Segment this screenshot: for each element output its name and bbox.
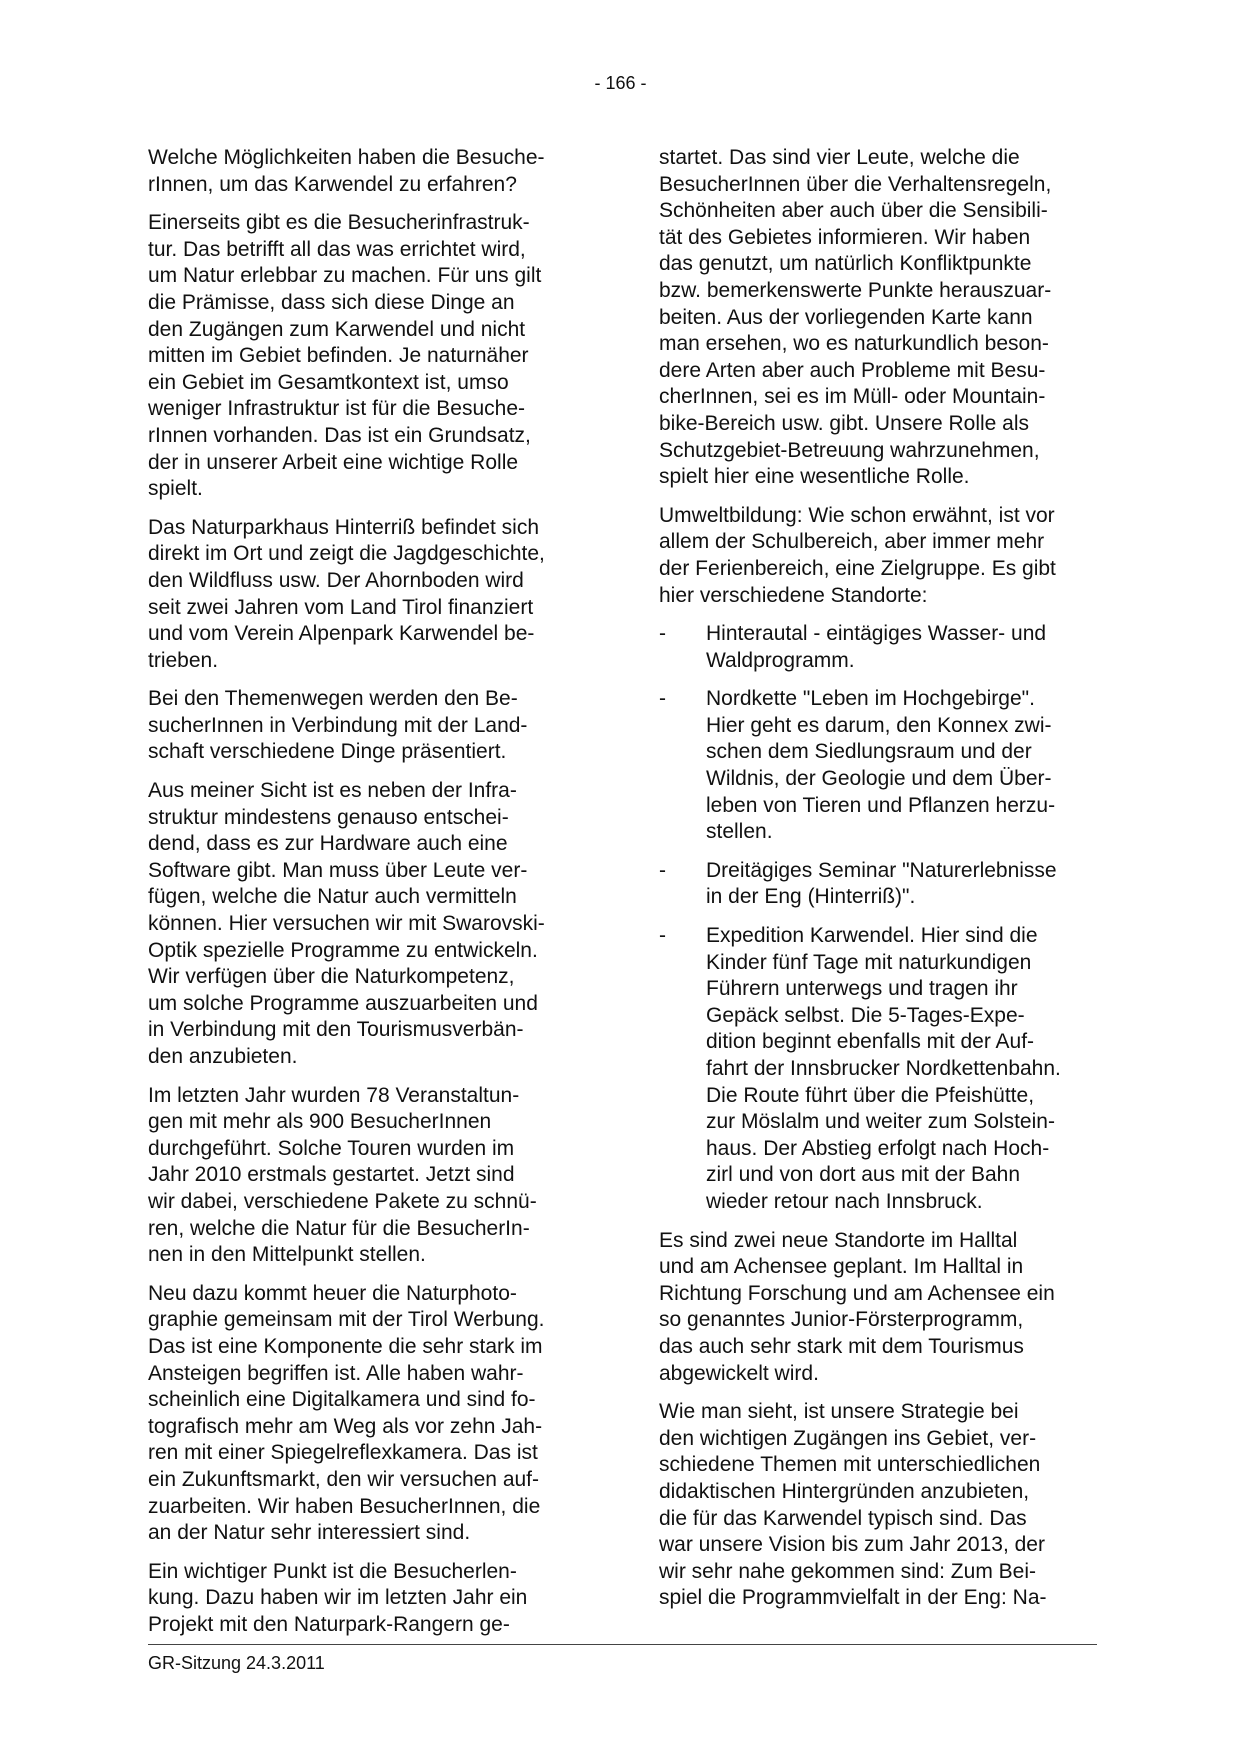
list-item [659, 686, 1099, 846]
text-line: Jahr 2010 erstmals gestartet. Jetzt sind [148, 1163, 515, 1187]
text-line: hier verschiedene Standorte: [659, 583, 928, 607]
paragraph [148, 778, 588, 1071]
text-line: bike-Bereich usw. gibt. Unsere Rolle als [659, 411, 1030, 435]
list-item-text [706, 621, 1099, 674]
list-item-text [706, 923, 1099, 1216]
text-line: Es sind zwei neue Standorte im Halltal [659, 1228, 1018, 1252]
paragraph [148, 210, 588, 503]
paragraph [659, 1228, 1099, 1388]
text-line: struktur mindestens genauso entschei- [148, 805, 509, 829]
text-line: Die Route führt über die Pfeishütte, [706, 1083, 1035, 1107]
text-line: BesucherInnen über die Verhaltensregeln, [659, 172, 1052, 196]
paragraph [148, 1281, 588, 1547]
paragraph [659, 1399, 1099, 1612]
text-line: Richtung Forschung und am Achensee ein [659, 1281, 1055, 1305]
text-line: tografisch mehr am Weg als vor zehn Jah- [148, 1414, 543, 1438]
text-line: Im letzten Jahr wurden 78 Veranstaltun- [148, 1083, 520, 1107]
text-line: beiten. Aus der vorliegenden Karte kann [659, 305, 1033, 329]
text-line: fügen, welche die Natur auch vermitteln [148, 885, 517, 909]
paragraph [659, 503, 1099, 609]
text-line: rInnen, um das Karwendel zu erfahren? [148, 172, 517, 196]
text-line: wieder retour nach Innsbruck. [706, 1189, 983, 1213]
text-line: können. Hier versuchen wir mit Swarovski- [148, 912, 545, 936]
text-line: in Verbindung mit den Tourismusverbän- [148, 1018, 524, 1042]
paragraph [148, 1083, 588, 1269]
text-line: spielt hier eine wesentliche Rolle. [659, 465, 970, 489]
text-line: spielt. [148, 477, 203, 501]
text-line: weniger Infrastruktur ist für die Besuche- [148, 397, 525, 421]
paragraph [148, 145, 588, 198]
text-line: man ersehen, wo es naturkundlich beson- [659, 332, 1049, 356]
text-line: durchgeführt. Solche Touren wurden im [148, 1136, 515, 1160]
text-line: bzw. bemerkenswerte Punkte herauszuar- [659, 278, 1052, 302]
text-line: dere Arten aber auch Probleme mit Besu- [659, 358, 1046, 382]
text-line: und am Achensee geplant. Im Halltal in [659, 1255, 1024, 1279]
text-line: Einerseits gibt es die Besucherinfrastruk- [148, 211, 530, 235]
text-line: graphie gemeinsam mit der Tirol Werbung. [148, 1308, 545, 1332]
paragraph [148, 1559, 588, 1639]
text-line: den anzubieten. [148, 1045, 298, 1068]
text-line: an der Natur sehr interessiert sind. [148, 1521, 471, 1545]
text-line: das genutzt, um natürlich Konfliktpunkte [659, 252, 1032, 276]
text-line: Ein wichtiger Punkt ist die Besucherlen- [148, 1559, 517, 1583]
text-line: Kinder fünf Tage mit naturkundigen [706, 950, 1032, 974]
text-line: Das Naturparkhaus Hinterriß befindet sich [148, 515, 540, 539]
text-line: den Wildfluss usw. Der Ahornboden wird [148, 568, 524, 592]
text-line: haus. Der Abstieg erfolgt nach Hoch- [706, 1136, 1050, 1160]
list-dash-marker: - [659, 924, 666, 948]
text-line: die für das Karwendel typisch sind. Das [659, 1506, 1027, 1530]
text-line: die Prämisse, dass sich diese Dinge an [148, 290, 515, 314]
paragraph [148, 686, 588, 766]
text-line: Wildnis, der Geologie und dem Über- [706, 767, 1052, 791]
text-line: Das ist eine Komponente die sehr stark im [148, 1334, 543, 1358]
text-line: Waldprogramm. [706, 648, 855, 672]
text-line: ren, welche die Natur für die BesucherIn- [148, 1216, 530, 1240]
text-line: ein Zukunftsmarkt, den wir versuchen auf- [148, 1467, 540, 1491]
text-line: Bei den Themenwegen werden den Be- [148, 687, 518, 711]
text-line: um Natur erlebbar zu machen. Für uns gilt [148, 264, 542, 288]
text-line: Führern unterwegs und tragen ihr [706, 977, 1018, 1001]
text-line: Gepäck selbst. Die 5-Tages-Expe- [706, 1003, 1025, 1027]
paragraph [659, 145, 1099, 491]
text-line: nen in den Mittelpunkt stellen. [148, 1243, 426, 1267]
text-line: war unsere Vision bis zum Jahr 2013, der [659, 1533, 1045, 1557]
text-line: um solche Programme auszuarbeiten und [148, 991, 538, 1015]
text-line: zuarbeiten. Wir haben BesucherInnen, die [148, 1494, 541, 1518]
text-line: Optik spezielle Programme zu entwickeln. [148, 938, 538, 962]
text-line: Expedition Karwendel. Hier sind die [706, 924, 1038, 948]
text-line: Hinterautal - eintägiges Wasser- und [706, 622, 1047, 646]
text-line: scheinlich eine Digitalkamera und sind fo- [148, 1388, 536, 1412]
text-line: gen mit mehr als 900 BesucherInnen [148, 1110, 492, 1134]
text-line: fahrt der Innsbrucker Nordkettenbahn. [706, 1057, 1061, 1080]
text-line: der in unserer Arbeit eine wichtige Rolle [148, 450, 519, 474]
text-line: seit zwei Jahren vom Land Tirol finanziert [148, 595, 534, 619]
text-line: Wie man sieht, ist unsere Strategie bei [659, 1400, 1019, 1424]
paragraph [148, 515, 588, 675]
list-dash-marker: - [659, 622, 666, 646]
text-line: abgewickelt wird. [659, 1361, 819, 1385]
text-line: schen dem Siedlungsraum und der [706, 740, 1032, 764]
text-line: den wichtigen Zugängen ins Gebiet, ver- [659, 1426, 1037, 1450]
text-line: tur. Das betrifft all das was errichtet wird, [148, 237, 526, 261]
text-line: Projekt mit den Naturpark-Rangern ge- [148, 1612, 510, 1636]
list-item [659, 923, 1099, 1216]
text-line: das auch sehr stark mit dem Tourismus [659, 1334, 1024, 1358]
text-line: Schönheiten aber auch über die Sensibili- [659, 199, 1048, 223]
text-line: zur Möslalm und weiter zum Solstein- [706, 1110, 1055, 1134]
text-line: zirl und von dort aus mit der Bahn [706, 1163, 1020, 1187]
text-line: in der Eng (Hinterriß)". [706, 885, 916, 909]
left-column [148, 145, 588, 1650]
text-line: Welche Möglichkeiten haben die Besuche- [148, 146, 545, 169]
footer-divider [148, 1644, 1097, 1645]
text-line: leben von Tieren und Pflanzen herzu- [706, 793, 1056, 817]
text-line: wir dabei, verschiedene Pakete zu schnü- [148, 1189, 537, 1213]
text-line: Neu dazu kommt heuer die Naturphoto- [148, 1281, 517, 1305]
footer-session-date: GR-Sitzung 24.3.2011 [148, 1653, 325, 1673]
text-line: Wir verfügen über die Naturkompetenz, [148, 965, 515, 989]
text-line: Nordkette "Leben im Hochgebirge". [706, 687, 1035, 711]
text-line: Schutzgebiet-Betreuung wahrzunehmen, [659, 438, 1040, 462]
text-line: kung. Dazu haben wir im letzten Jahr ein [148, 1586, 528, 1610]
text-line: und vom Verein Alpenpark Karwendel be- [148, 622, 535, 646]
page-number: - 166 - [594, 73, 647, 93]
text-line: mitten im Gebiet befinden. Je naturnäher [148, 344, 529, 368]
text-line: spiel die Programmvielfalt in der Eng: Na- [659, 1586, 1047, 1610]
list-dash-marker: - [659, 858, 666, 882]
text-line: allem der Schulbereich, aber immer mehr [659, 530, 1045, 554]
text-line: Dreitägiges Seminar "Naturerlebnisse [706, 858, 1057, 882]
text-line: ren mit einer Spiegelreflexkamera. Das ist [148, 1441, 538, 1465]
text-line: ein Gebiet im Gesamtkontext ist, umso [148, 370, 509, 394]
text-line: der Ferienbereich, eine Zielgruppe. Es gibt [659, 556, 1056, 580]
text-line: Umweltbildung: Wie schon erwähnt, ist vor [659, 503, 1055, 527]
text-line: wir sehr nahe gekommen sind: Zum Bei- [659, 1559, 1036, 1583]
list-dash-marker: - [659, 687, 666, 711]
list-item [659, 858, 1099, 911]
text-line: startet. Das sind vier Leute, welche die [659, 146, 1020, 169]
text-line: schiedene Themen mit unterschiedlichen [659, 1453, 1041, 1477]
text-line: Hier geht es darum, den Konnex zwi- [706, 713, 1052, 737]
right-column [659, 145, 1099, 1624]
list-item-text [706, 858, 1099, 911]
text-line: rInnen vorhanden. Das ist ein Grundsatz, [148, 423, 531, 447]
text-line: cherInnen, sei es im Müll- oder Mountain- [659, 385, 1046, 409]
text-line: trieben. [148, 648, 219, 672]
text-line: Ansteigen begriffen ist. Alle haben wahr- [148, 1361, 524, 1385]
text-line: didaktischen Hintergründen anzubieten, [659, 1479, 1030, 1503]
text-line: den Zugängen zum Karwendel und nicht [148, 317, 526, 341]
text-line: Aus meiner Sicht ist es neben der Infra- [148, 779, 517, 803]
text-line: so genanntes Junior-Försterprogramm, [659, 1308, 1024, 1332]
text-line: dition beginnt ebenfalls mit der Auf- [706, 1030, 1035, 1054]
text-line: tät des Gebietes informieren. Wir haben [659, 225, 1031, 249]
list-item [659, 621, 1099, 674]
list-item-text [706, 686, 1099, 846]
text-line: Software gibt. Man muss über Leute ver- [148, 858, 528, 882]
text-line: schaft verschiedene Dinge präsentiert. [148, 740, 507, 764]
text-line: direkt im Ort und zeigt die Jagdgeschichte, [148, 542, 545, 566]
text-line: stellen. [706, 820, 773, 844]
text-line: sucherInnen in Verbindung mit der Land- [148, 713, 528, 737]
text-line: dend, dass es zur Hardware auch eine [148, 832, 508, 856]
